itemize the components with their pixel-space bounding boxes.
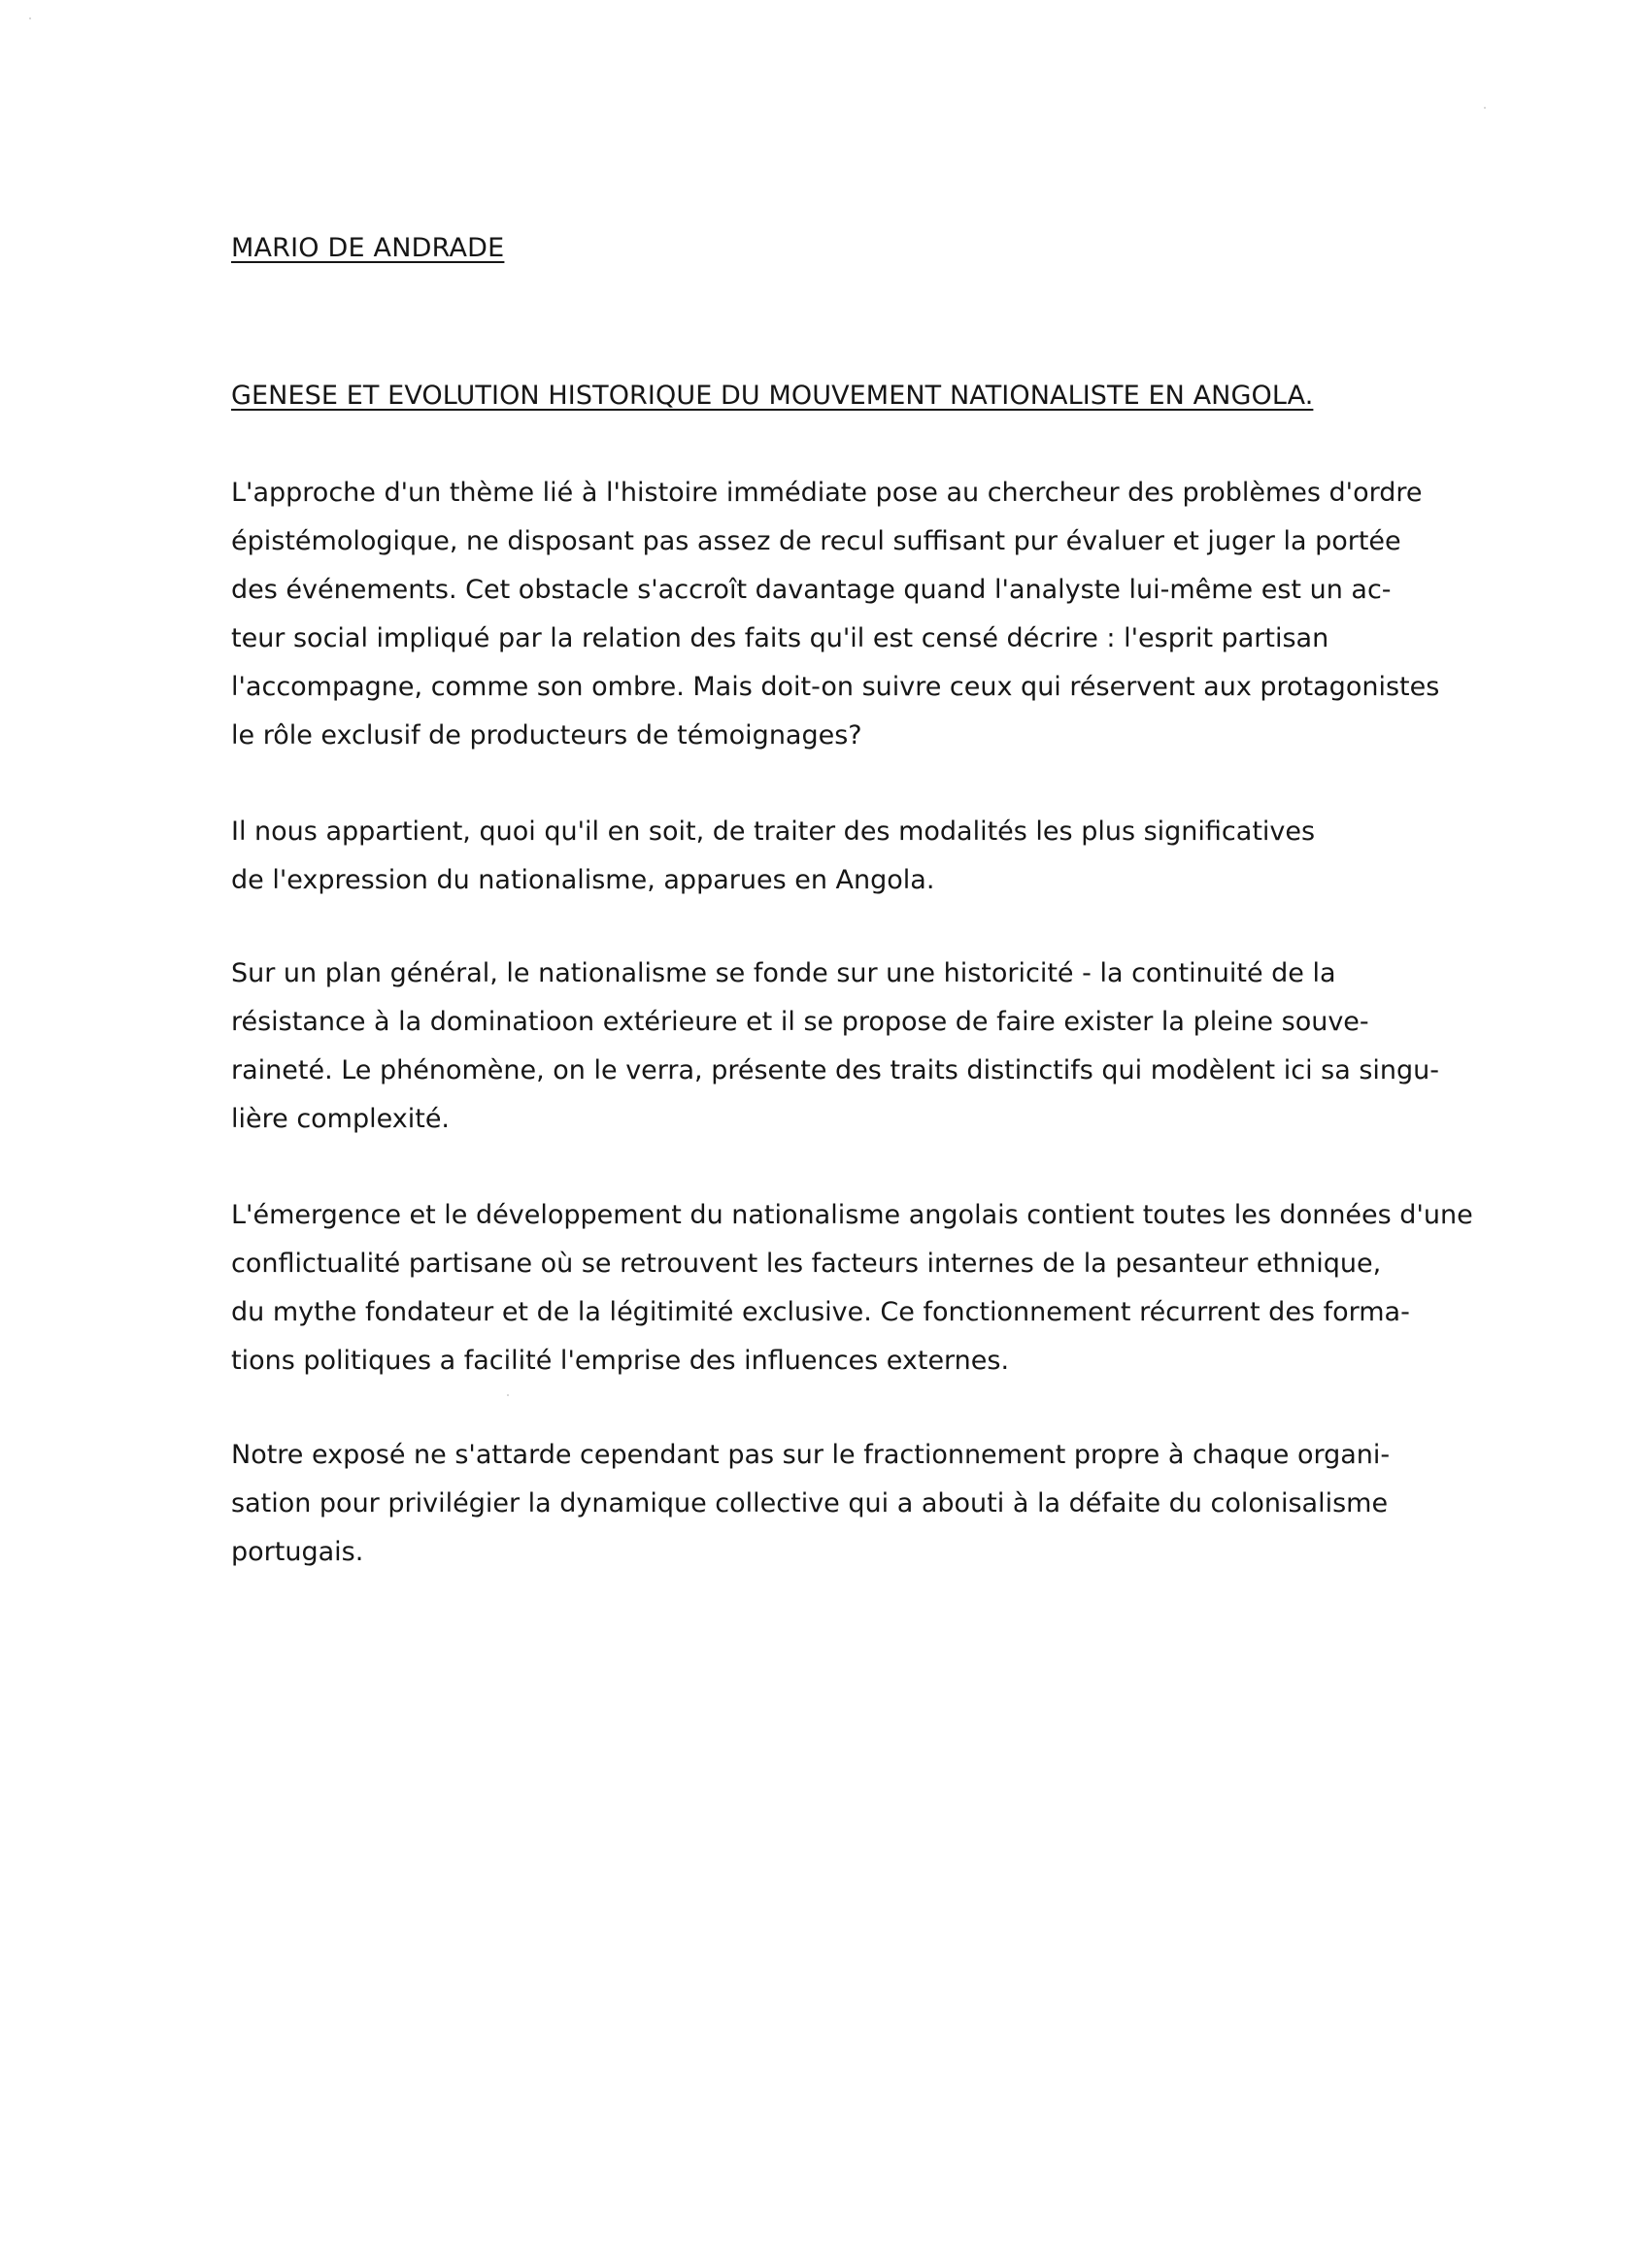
paragraph-general-plan <box>231 950 1581 1144</box>
document-title: GENESE ET EVOLUTION HISTORIQUE DU MOUVEMENT NATIONALISTE EN ANGOLA. <box>231 381 1314 411</box>
paragraph-scope <box>231 808 1581 905</box>
text-line: tions politiques a facilité l'emprise des influences externes. <box>231 1346 1010 1376</box>
text-line: du mythe fondateur et de la légitimité exclusive. Ce fonctionnement récurrent des forma- <box>231 1297 1410 1327</box>
text-line: L'émergence et le développement du nationalisme angolais contient toutes les données d'une <box>231 1200 1473 1230</box>
text-line: teur social impliqué par la relation des faits qu'il est censé décrire : l'esprit partisan <box>231 623 1329 653</box>
text-line: l'accompagne, comme son ombre. Mais doit-on suivre ceux qui réservent aux protagonistes <box>231 672 1440 702</box>
text-line: Notre exposé ne s'attarde cependant pas sur le fractionnement propre à chaque organi- <box>231 1440 1391 1470</box>
text-line: des événements. Cet obstacle s'accroît davantage quand l'analyste lui-même est un ac- <box>231 575 1392 605</box>
text-line: épistémologique, ne disposant pas assez de recul suffisant pur évaluer et juger la portée <box>231 526 1401 556</box>
paragraph-intro <box>231 469 1581 760</box>
text-line: sation pour privilégier la dynamique collective qui a abouti à la défaite du colonisalisme <box>231 1488 1389 1518</box>
scan-speck <box>1484 107 1486 109</box>
text-line: Sur un plan général, le nationalisme se fonde sur une historicité - la continuité de la <box>231 958 1336 988</box>
scan-speck <box>507 1394 509 1396</box>
text-line: L'approche d'un thème lié à l'histoire immédiate pose au chercheur des problèmes d'ordre <box>231 478 1423 508</box>
scan-speck <box>29 17 31 19</box>
text-line: Il nous appartient, quoi qu'il en soit, de traiter des modalités les plus significatives <box>231 817 1316 847</box>
text-line: raineté. Le phénomène, on le verra, présente des traits distinctifs qui modèlent ici sa singu- <box>231 1055 1440 1085</box>
text-line: lière complexité. <box>231 1104 451 1134</box>
text-line: de l'expression du nationalisme, apparues en Angola. <box>231 865 935 895</box>
text-line: résistance à la dominatioon extérieure et il se propose de faire exister la pleine souve- <box>231 1007 1369 1037</box>
author-name: MARIO DE ANDRADE <box>231 233 505 263</box>
paragraph-conclusion <box>231 1431 1581 1577</box>
text-line: portugais. <box>231 1537 364 1567</box>
paragraph-emergence <box>231 1191 1581 1385</box>
text-line: le rôle exclusif de producteurs de témoignages? <box>231 720 862 750</box>
text-line: conflictualité partisane où se retrouvent les facteurs internes de la pesanteur ethnique, <box>231 1249 1382 1279</box>
